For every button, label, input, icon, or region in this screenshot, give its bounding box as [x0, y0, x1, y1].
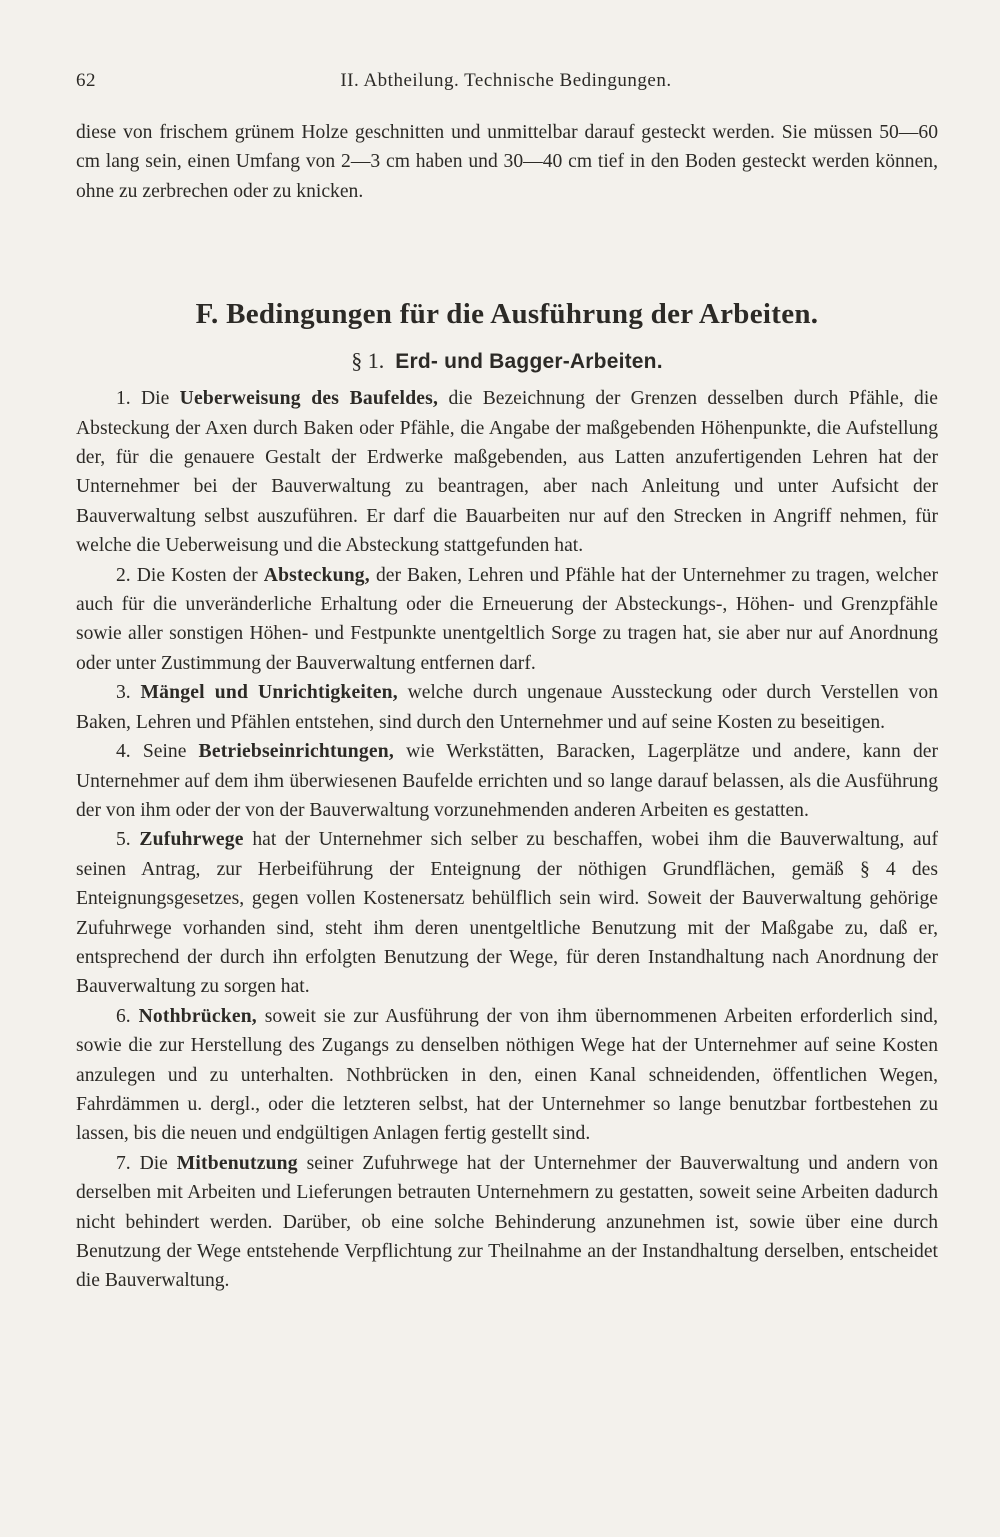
section-title: F. Bedingungen für die Ausführung der Arbeiten. [195, 298, 819, 331]
item-text: die Bezeichnung der Grenzen desselben durch Pfähle, die Absteckung der Axen durch Baken oder Pfähle, die Angabe der maßgebenden Höhenpunkte, die Aufstellung der, für die genauere Gestalt der Erdwerke maßgebenden, aus Latten anzufertigenden Lehren hat der Unternehmer bei der Bauverwaltung zu beantragen, aber nach Anleitung und unter Aufsicht der Bauverwaltung selbst auszuführen. Er darf die Bauarbeiten nur auf den Strecken in Angriff nehmen, für welche die Ueberweisung und die Absteckung stattgefunden hat. [76, 388, 938, 557]
list-item-3 [76, 678, 938, 737]
item-text: welche durch ungenaue Aussteckung oder durch Verstellen von Baken, Lehren und Pfählen entstehen, sind durch den Unternehmer und auf seine Kosten zu beseitigen. [76, 682, 938, 733]
item-number: 2. [116, 564, 131, 586]
item-keyword: Ueberweisung des Baufeldes, [179, 388, 439, 410]
item-lead: Die [139, 1152, 168, 1174]
list-item-2 [76, 561, 938, 679]
item-text: soweit sie zur Ausführung der von ihm übernommenen Arbeiten erforderlich sind, sowie die zur Herstellung des Zugangs zu denselben nöthigen Wege hat der Unternehmer auf seine Kosten anzulegen und zu unterhalten. Nothbrücken in den, einen Kanal schneidenden, öffentlichen Wegen, Fahrdämmen u. dergl., oder die letzteren selbst, hat der Unternehmer so lange benutzbar fortbestehen zu lassen, bis die neuen und endgültigen Anlagen fertig gestellt sind. [76, 1005, 938, 1145]
item-text: seiner Zufuhrwege hat der Unternehmer der Bauverwaltung und andern von derselben mit Arbeiten und Lieferungen betrauten Unternehmern zu gestatten, soweit seine Arbeiten dadurch nicht behindert werden. Darüber, ob eine solche Behinderung anzunehmen ist, sowie über eine durch Benutzung der Wege entstehende Verpflichtung zur Theilnahme an der Instandhaltung derselben, entscheidet die Bauverwaltung. [76, 1152, 938, 1292]
item-keyword: Nothbrücken, [138, 1005, 257, 1027]
running-title: II. Abtheilung. Technische Bedingungen. [340, 70, 672, 91]
item-text: der Baken, Lehren und Pfähle hat der Unternehmer zu tragen, welcher auch für die unveränderliche Erhaltung oder die Erneuerung der Absteckungs-, Höhen- und Grenzpfähle sowie aller sonstigen Höhen- und Festpunkte unentgeltlich Sorge zu tragen hat, sie aber nur auf Anordnung oder unter Zustimmung der Bauverwaltung entfernen darf. [76, 564, 938, 674]
item-keyword: Absteckung, [263, 564, 370, 586]
item-text: hat der Unternehmer sich selber zu beschaffen, wobei ihm die Bauverwaltung, auf seinen Antrag, zur Herbeiführung der Enteignung der nöthigen Grundflächen, gemäß § 4 des Enteignungsgesetzes, gegen vollen Kostenersatz behülflich sein wird. Soweit der Bauverwaltung gehörige Zufuhrwege vorhanden sind, steht ihm deren unentgeltliche Benutzung mit der Maßgabe zu, daß er, entsprechend der durch ihn erfolgten Benutzung der Wege, für deren Instandhaltung nach Anordnung der Bauverwaltung zu sorgen hat. [76, 829, 938, 998]
item-text: wie Werkstätten, Baracken, Lagerplätze und andere, kann der Unternehmer auf dem ihm überwiesenen Baufelde errichten und so lange darauf belassen, als die Ausführung der von ihm oder der von der Bauverwaltung vorzunehmenden anderen Arbeiten es gestatten. [76, 741, 939, 821]
item-number: 3. [116, 682, 131, 704]
page-number: 62 [76, 70, 96, 91]
page-header [76, 70, 936, 100]
list-item-5 [76, 825, 938, 1001]
item-number: 1. [116, 388, 131, 410]
item-lead: Seine [142, 741, 187, 763]
paragraph-subtitle: Erd- und Bagger-Arbeiten. [395, 350, 663, 374]
item-number: 7. [116, 1152, 131, 1174]
item-number: 4. [116, 741, 131, 763]
intro-paragraph: diese von frischem grünem Holze geschnitten und unmittelbar darauf gesteckt werden. Sie müssen 50—60 cm lang sein, einen Umfang von 2—3 cm haben und 30—40 cm tief in den Boden gesteckt werden können, ohne zu zerbrechen oder zu knicken. [76, 122, 938, 202]
paragraph-heading [76, 346, 938, 377]
list-item-6 [76, 1002, 938, 1149]
list-item-7 [76, 1149, 938, 1296]
item-number: 5. [116, 829, 131, 851]
item-lead: Die Kosten der [136, 564, 258, 586]
item-number: 6. [116, 1005, 131, 1027]
list-item-1 [76, 384, 938, 560]
item-keyword: Betriebseinrichtungen, [198, 741, 394, 763]
list-item-4 [76, 737, 938, 825]
item-keyword: Zufuhrwege [139, 829, 244, 851]
page-body [76, 118, 938, 1296]
paragraph-sign: § 1. [351, 348, 385, 374]
item-lead: Die [141, 388, 170, 410]
item-keyword: Mängel und Unrichtigkeiten, [140, 682, 398, 704]
item-keyword: Mitbenutzung [176, 1152, 298, 1174]
